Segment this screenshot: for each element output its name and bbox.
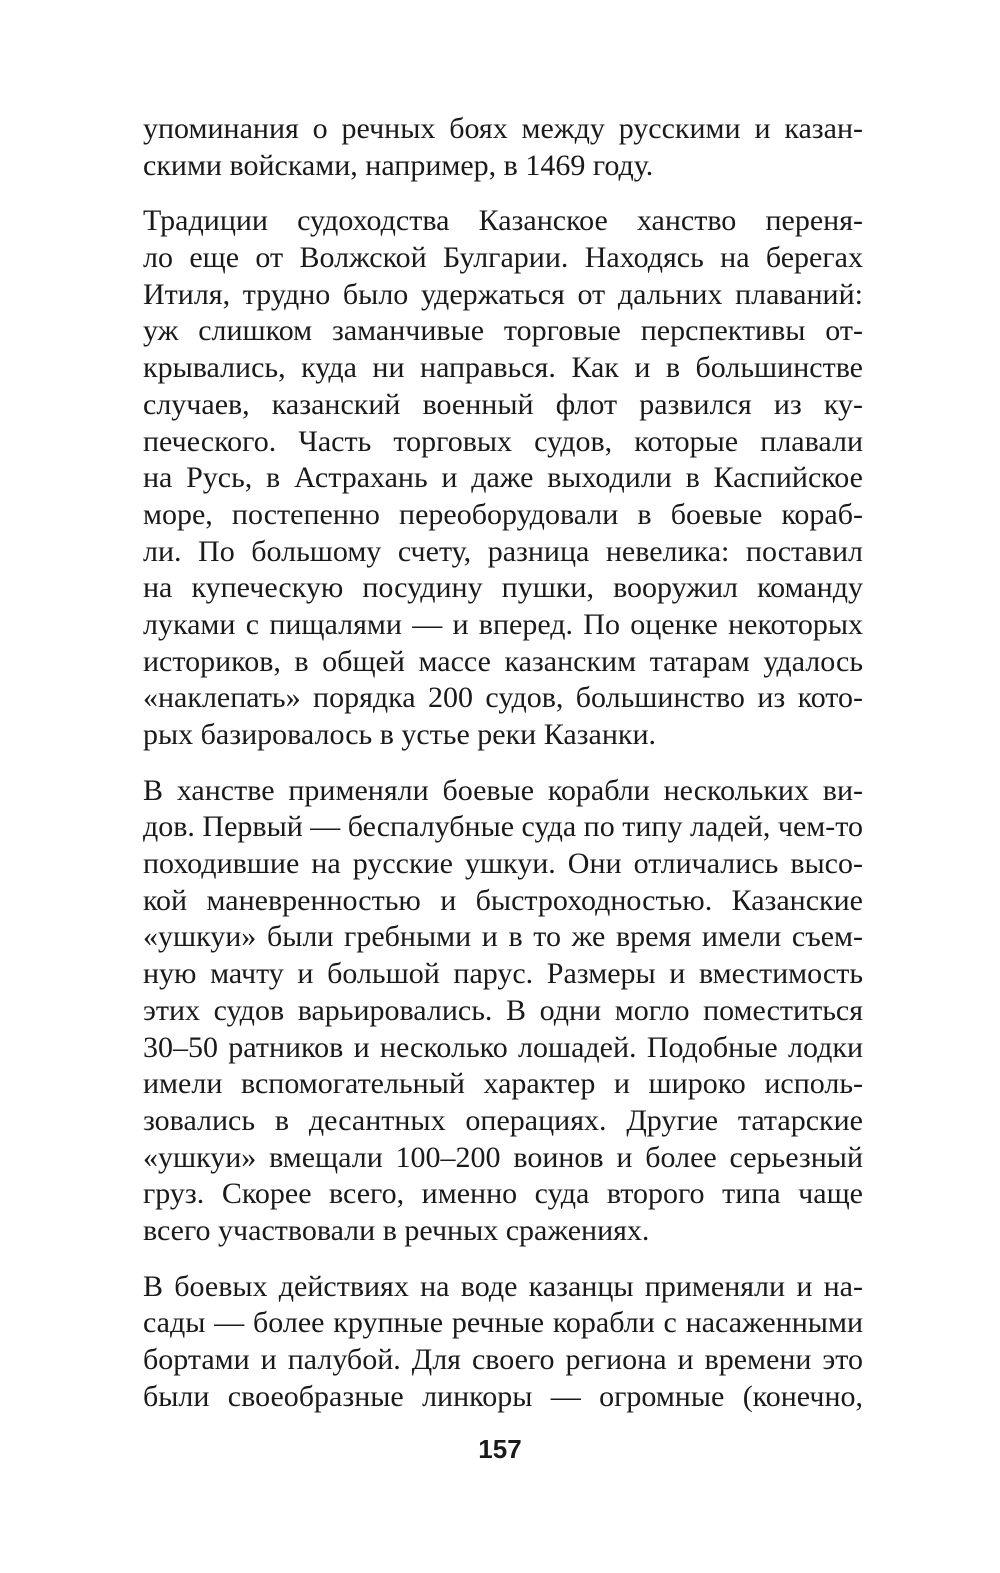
text-line: «ушкуи» были гребными и в то же время имели съем- bbox=[143, 920, 863, 954]
text-line: походившие на русские ушкуи. Они отличались высо- bbox=[143, 847, 863, 881]
text-line: всего участвовали в речных сражениях. bbox=[143, 1213, 650, 1247]
page-number: 157 bbox=[478, 1434, 522, 1464]
text-line: груз. Скорее всего, именно суда второго типа чаще bbox=[143, 1177, 863, 1211]
text-line: ло еще от Волжской Булгарии. Находясь на берегах bbox=[143, 241, 863, 275]
text-line: случаев, казанский военный флот развился из ку- bbox=[143, 387, 863, 421]
text-line: ли. По большому счету, разница невелика: поставил bbox=[143, 534, 863, 568]
text-line: на купеческую посудину пушки, вооружил команду bbox=[143, 571, 863, 605]
text-line: этих судов варьировались. В одни могло поместиться bbox=[143, 993, 863, 1027]
text-line: бортами и палубой. Для своего региона и времени это bbox=[143, 1343, 863, 1376]
text-line: печеского. Часть торговых судов, которые плавали bbox=[143, 424, 863, 458]
text-line: Итиля, трудно было удержаться от дальних плаваний: bbox=[143, 277, 863, 311]
text-line: «ушкуи» вмещали 100–200 воинов и более серьезный bbox=[143, 1140, 863, 1174]
text-line: крывались, куда ни направься. Как и в большинстве bbox=[143, 351, 863, 385]
text-line: «наклепать» порядка 200 судов, большинство из кото- bbox=[143, 681, 863, 715]
text-line: море, постепенно переоборудовали в боевые кораб- bbox=[143, 497, 863, 531]
text-line: уж слишком заманчивые торговые перспективы от- bbox=[143, 314, 863, 348]
text-line: были своеобразные линкоры — огромные (конечно, bbox=[143, 1379, 863, 1413]
paragraph bbox=[143, 111, 863, 184]
text-line: дов. Первый — беспалубные суда по типу ладей, чем-то bbox=[143, 810, 863, 844]
text-line: 30–50 ратников и несколько лошадей. Подобные лодки bbox=[143, 1030, 863, 1064]
text-line: В ханстве применяли боевые корабли нескольких ви- bbox=[143, 773, 863, 807]
text-line: Традиции судоходства Казанское ханство переня- bbox=[143, 204, 863, 238]
text-line: луками с пищалями — и вперед. По оценке некоторых bbox=[143, 607, 863, 641]
body-text bbox=[143, 111, 863, 1434]
text-line: на Русь, в Астрахань и даже выходили в Каспийское bbox=[143, 461, 863, 495]
text-line: упоминания о речных боях между русскими и казан- bbox=[143, 112, 863, 145]
text-line: историков, в общей массе казанским татарам удалось bbox=[143, 644, 863, 678]
text-line: В боевых действиях на воде казанцы применяли и на- bbox=[143, 1269, 863, 1303]
paragraph bbox=[143, 773, 863, 1250]
text-line: кой маневренностью и быстроходностью. Казанские bbox=[143, 883, 863, 917]
text-line: зовались в десантных операциях. Другие татарские bbox=[143, 1103, 863, 1137]
text-line: скими войсками, например, в 1469 году. bbox=[143, 148, 654, 182]
text-line: сады — более крупные речные корабли с насаженными bbox=[143, 1306, 863, 1340]
text-line: рых базировалось в устье реки Казанки. bbox=[143, 718, 657, 751]
text-line: имели вспомогательный характер и широко исполь- bbox=[143, 1067, 863, 1101]
paragraph bbox=[143, 1269, 863, 1416]
text-line: ную мачту и большой парус. Размеры и вместимость bbox=[143, 957, 863, 991]
paragraph bbox=[143, 203, 863, 753]
